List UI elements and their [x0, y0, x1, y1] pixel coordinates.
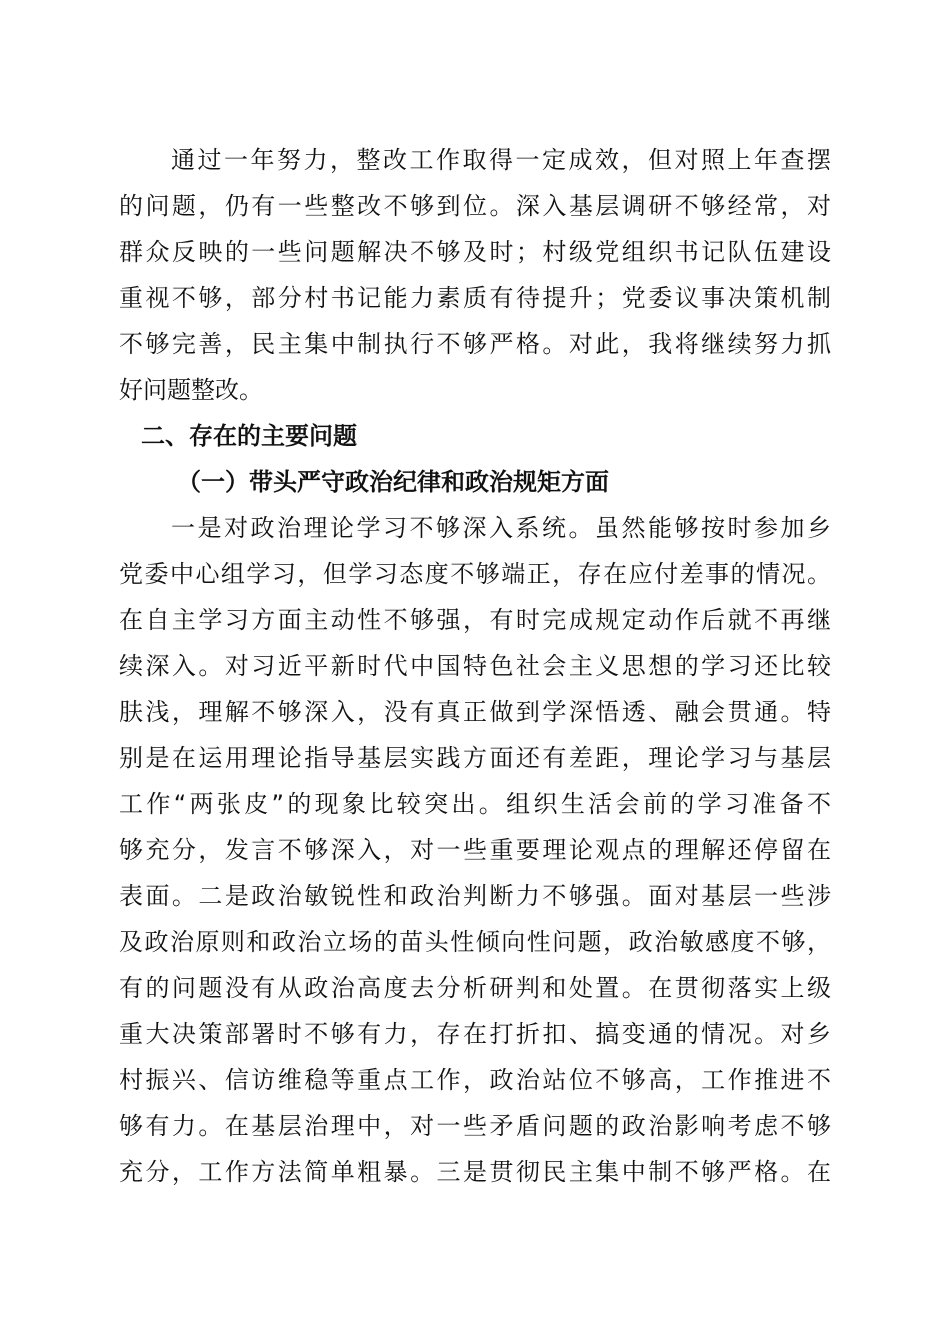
text-line: 够充分，发言不够深入，对一些重要理论观点的理解还停留在: [119, 836, 831, 864]
text-line: 充分，工作方法简单粗暴。三是贯彻民主集中制不够严格。在: [119, 1158, 831, 1186]
text-line: 肤浅，理解不够深入，没有真正做到学深悟透、融会贯通。特: [119, 698, 831, 726]
section-heading: 二、存在的主要问题: [141, 422, 357, 450]
text-line: 续深入。对习近平新时代中国特色社会主义思想的学习还比较: [119, 652, 831, 680]
text-line: 别是在运用理论指导基层实践方面还有差距，理论学习与基层: [119, 744, 831, 772]
text-line: 工作“两张皮”的现象比较突出。组织生活会前的学习准备不: [119, 790, 831, 818]
body-paragraph: [119, 505, 831, 1195]
text-line: 重视不够，部分村书记能力素质有待提升；党委议事决策机制: [119, 284, 831, 312]
text-line: 通过一年努力，整改工作取得一定成效，但对照上年查摆: [171, 146, 831, 174]
text-line: 群众反映的一些问题解决不够及时；村级党组织书记队伍建设: [119, 238, 831, 266]
text-line: 的问题，仍有一些整改不够到位。深入基层调研不够经常，对: [119, 192, 831, 220]
text-line: 不够完善，民主集中制执行不够严格。对此，我将继续努力抓: [119, 330, 831, 358]
text-line: 够有力。在基层治理中，对一些矛盾问题的政治影响考虑不够: [119, 1112, 831, 1140]
subsection-heading: （一）带头严守政治纪律和政治规矩方面: [177, 467, 609, 496]
text-line: 表面。二是政治敏锐性和政治判断力不够强。面对基层一些涉: [119, 882, 831, 910]
text-line: 重大决策部署时不够有力，存在打折扣、搞变通的情况。对乡: [119, 1020, 831, 1048]
text-line: 有的问题没有从政治高度去分析研判和处置。在贯彻落实上级: [119, 974, 831, 1002]
intro-paragraph: [119, 137, 831, 413]
text-line: 及政治原则和政治立场的苗头性倾向性问题，政治敏感度不够，: [119, 928, 831, 956]
text-line: 好问题整改。: [119, 376, 263, 404]
text-line: 在自主学习方面主动性不够强，有时完成规定动作后就不再继: [119, 606, 831, 634]
document-body: [119, 137, 831, 1195]
text-line: 一是对政治理论学习不够深入系统。虽然能够按时参加乡: [171, 514, 831, 542]
text-line: 村振兴、信访维稳等重点工作，政治站位不够高，工作推进不: [119, 1066, 831, 1094]
text-line: 党委中心组学习，但学习态度不够端正，存在应付差事的情况。: [119, 560, 831, 588]
